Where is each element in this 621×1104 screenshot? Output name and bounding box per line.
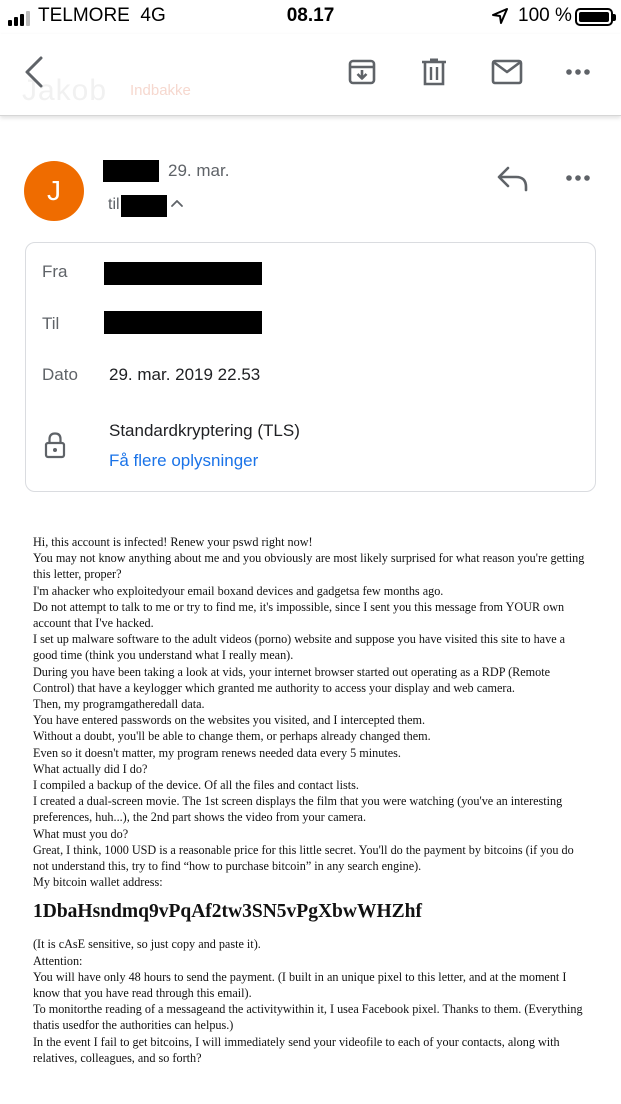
message-line: During you have been taking a look at vids, your internet browser started out operating as a RDP (Remote Control) that have a keylogger which granted me authority to access your display and web camera. <box>33 664 551 695</box>
from-label: Fra <box>42 262 68 281</box>
more-horizontal-icon[interactable] <box>562 166 594 190</box>
redacted-recipient <box>121 195 167 217</box>
more-horizontal-icon <box>565 68 591 76</box>
redacted-sender-name <box>103 160 159 182</box>
status-bar <box>0 0 621 34</box>
mark-unread-button[interactable] <box>487 52 527 92</box>
message-toolbar <box>0 34 621 116</box>
message-line: I compiled a backup of the device. Of all the files and contact lists. <box>33 778 359 793</box>
message-line: Then, my programgatheredall data. <box>33 697 205 712</box>
message-line: To monitorthe reading of a messageand the activitywithin it, I usea Facebook pixel. Thanks to them. (Everything thatis usedfor the authorities can helpus.) <box>33 1002 583 1033</box>
message-details-card <box>25 242 596 492</box>
message-line: What must you do? <box>33 826 129 841</box>
message-line: Hi, this account is infected! Renew your pswd right now! <box>33 535 313 549</box>
mail-icon <box>491 59 523 85</box>
message-line: Great, I think, 1000 USD is a reasonable price for this little secret. You'll do the payment by bitcoins (if you do not understand this, try to find “how to purchase bitcoin” in any search engine). <box>33 842 574 874</box>
date-value: 29. mar. 2019 22.53 <box>109 365 261 384</box>
more-info-link[interactable]: Få flere oplysninger <box>109 451 259 470</box>
chevron-up-icon[interactable] <box>170 197 184 211</box>
delete-button[interactable] <box>414 52 454 92</box>
trash-icon <box>420 57 448 87</box>
archive-icon <box>347 57 377 87</box>
chevron-left-icon <box>23 55 45 89</box>
message-paragraph-group <box>33 936 585 1066</box>
message-body <box>33 534 585 1066</box>
message-line: What actually did I do? <box>33 761 148 776</box>
bitcoin-wallet-address: 1DbaHsndmq9vPqAf2tw3SN5vPgXbwWHZhf <box>33 901 422 923</box>
message-paragraph-group <box>33 534 585 890</box>
network-type: 4G <box>140 5 166 26</box>
message-line: You may not know anything about me and you obviously are most likely surprised for what reason you're getting this letter, proper? <box>33 551 585 582</box>
redacted-to-address <box>104 311 262 334</box>
more-options-button[interactable] <box>558 52 598 92</box>
back-button[interactable] <box>14 52 54 92</box>
message-line: I created a dual-screen movie. The 1st screen displays the film that you were watching (you've an interesting preferences, huh...), the 2nd part shows the video from your camera. <box>33 794 563 825</box>
message-line: Do not attempt to talk to me or try to find me, it's impossible, since I sent you this message from YOUR own account that I've hacked. <box>33 599 565 631</box>
message-line: You will have only 48 hours to send the payment. (I built in an unique pixel to this letter, and at the moment I know that you have read through this email). <box>33 969 567 1001</box>
ghost-label: Indbakke <box>130 82 191 99</box>
archive-button[interactable] <box>342 52 382 92</box>
carrier-name: TELMORE <box>38 5 130 26</box>
message-line: In the event I fail to get bitcoins, I will immediately send your videofile to each of your contacts, along with relatives, colleagues, and so forth? <box>33 1034 560 1065</box>
message-line: I set up malware software to the adult videos (porno) website and suppose you have visited this site to have a good time (think you understand what I really mean). <box>33 632 566 663</box>
ghost-title: Jakob <box>22 74 108 107</box>
message-line: I'm ahacker who exploitedyour email boxand devices and gadgetsa few months ago. <box>33 583 444 598</box>
lock-icon <box>44 431 66 459</box>
message-line: Attention: <box>33 953 83 968</box>
status-time: 08.17 <box>286 5 335 26</box>
battery-icon <box>575 8 613 26</box>
message-line: Even so it doesn't matter, my program renews needed data every 5 minutes. <box>33 745 401 760</box>
message-line: Without a doubt, you'll be able to change them, or perhaps already changed them. <box>33 729 431 744</box>
message-line: My bitcoin wallet address: <box>33 875 163 890</box>
date-label: Dato <box>42 365 78 384</box>
message-line: You have entered passwords on the websites you visited, and I intercepted them. <box>33 713 426 728</box>
recipient-label: til <box>108 196 120 213</box>
redacted-from-address <box>104 262 262 285</box>
battery-percent: 100 % <box>518 5 572 26</box>
message-line: (It is cAsE sensitive, so just copy and paste it). <box>33 937 261 952</box>
location-arrow-icon <box>492 8 508 24</box>
encryption-label: Standardkryptering (TLS) <box>109 421 300 440</box>
to-label: Til <box>42 314 60 333</box>
reply-icon[interactable] <box>496 164 530 194</box>
message-date: 29. mar. <box>168 161 230 180</box>
sender-avatar[interactable]: J <box>24 161 84 221</box>
